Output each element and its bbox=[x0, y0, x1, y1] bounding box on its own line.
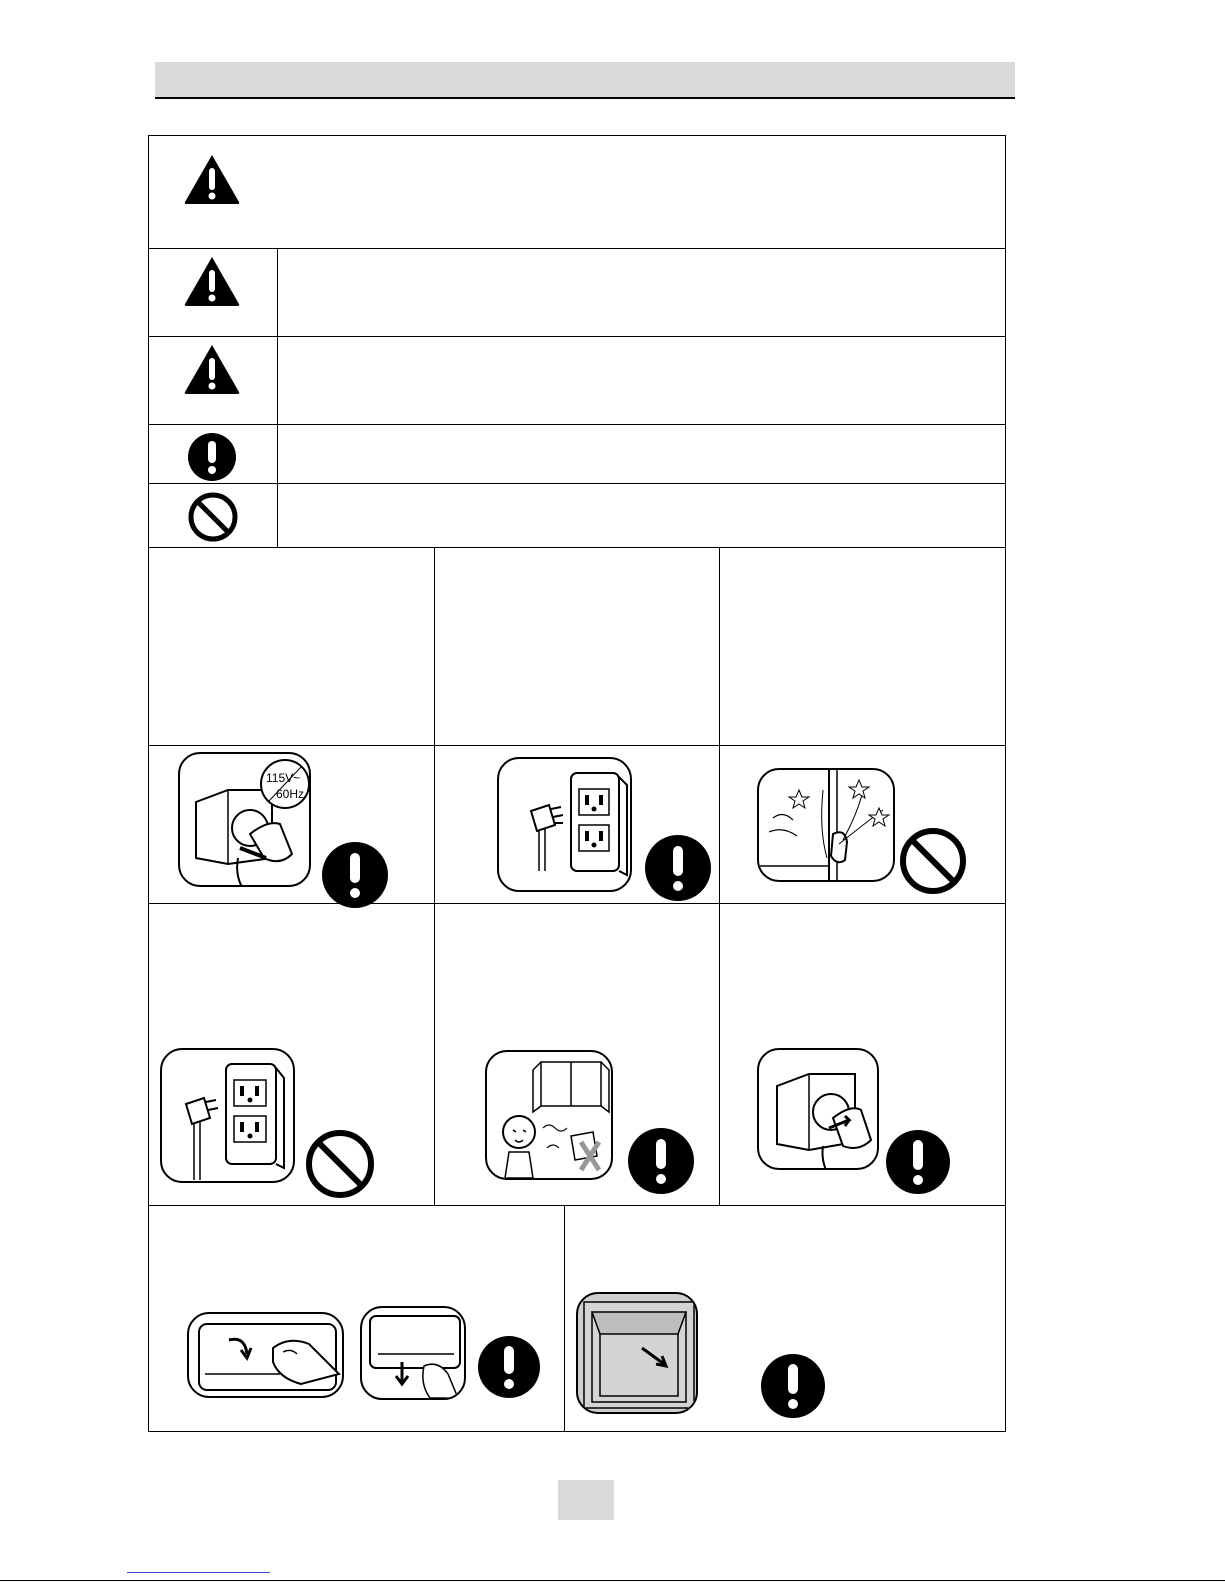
mandatory-exclamation-icon bbox=[643, 833, 713, 903]
mandatory-exclamation-icon bbox=[884, 1128, 952, 1196]
voltage-label: 115V~ bbox=[266, 771, 301, 785]
section-header-bar bbox=[155, 62, 1015, 97]
shelf-pictogram bbox=[360, 1306, 466, 1400]
column-divider bbox=[719, 547, 720, 1205]
row-divider bbox=[148, 547, 1006, 548]
column-divider bbox=[564, 1205, 565, 1432]
warning-triangle-icon bbox=[183, 343, 241, 395]
mandatory-exclamation-icon bbox=[187, 432, 237, 482]
row-divider bbox=[148, 903, 1006, 904]
header-underline bbox=[155, 97, 1015, 99]
row-divider bbox=[148, 745, 1006, 746]
warning-triangle-icon bbox=[183, 255, 241, 307]
column-divider bbox=[277, 248, 278, 547]
mandatory-exclamation-icon bbox=[320, 840, 390, 910]
freezer-door-pictogram bbox=[187, 1312, 344, 1398]
unplug-pictogram bbox=[757, 1048, 879, 1170]
footer-link-underline[interactable] bbox=[127, 1572, 270, 1573]
warning-triangle-icon bbox=[183, 153, 241, 205]
row-divider bbox=[148, 1205, 1006, 1206]
gas-leak-ventilate-pictogram bbox=[485, 1050, 613, 1180]
prohibition-icon bbox=[898, 826, 968, 896]
prohibition-icon bbox=[187, 491, 239, 543]
frequency-label: 60Hz bbox=[276, 787, 305, 801]
page-number-box bbox=[558, 1480, 614, 1520]
damaged-plug-pictogram bbox=[757, 768, 895, 882]
mandatory-exclamation-icon bbox=[476, 1334, 542, 1400]
crisper-drawer-pictogram bbox=[576, 1292, 698, 1414]
mandatory-exclamation-icon bbox=[759, 1352, 827, 1420]
footer-rule bbox=[0, 1580, 1225, 1581]
grounded-outlet-pictogram bbox=[497, 757, 632, 892]
plug-voltage-pictogram bbox=[178, 752, 311, 887]
mandatory-exclamation-icon bbox=[626, 1126, 696, 1196]
prohibition-icon bbox=[304, 1128, 376, 1200]
modified-plug-outlet-pictogram bbox=[160, 1048, 295, 1183]
column-divider bbox=[434, 547, 435, 1205]
